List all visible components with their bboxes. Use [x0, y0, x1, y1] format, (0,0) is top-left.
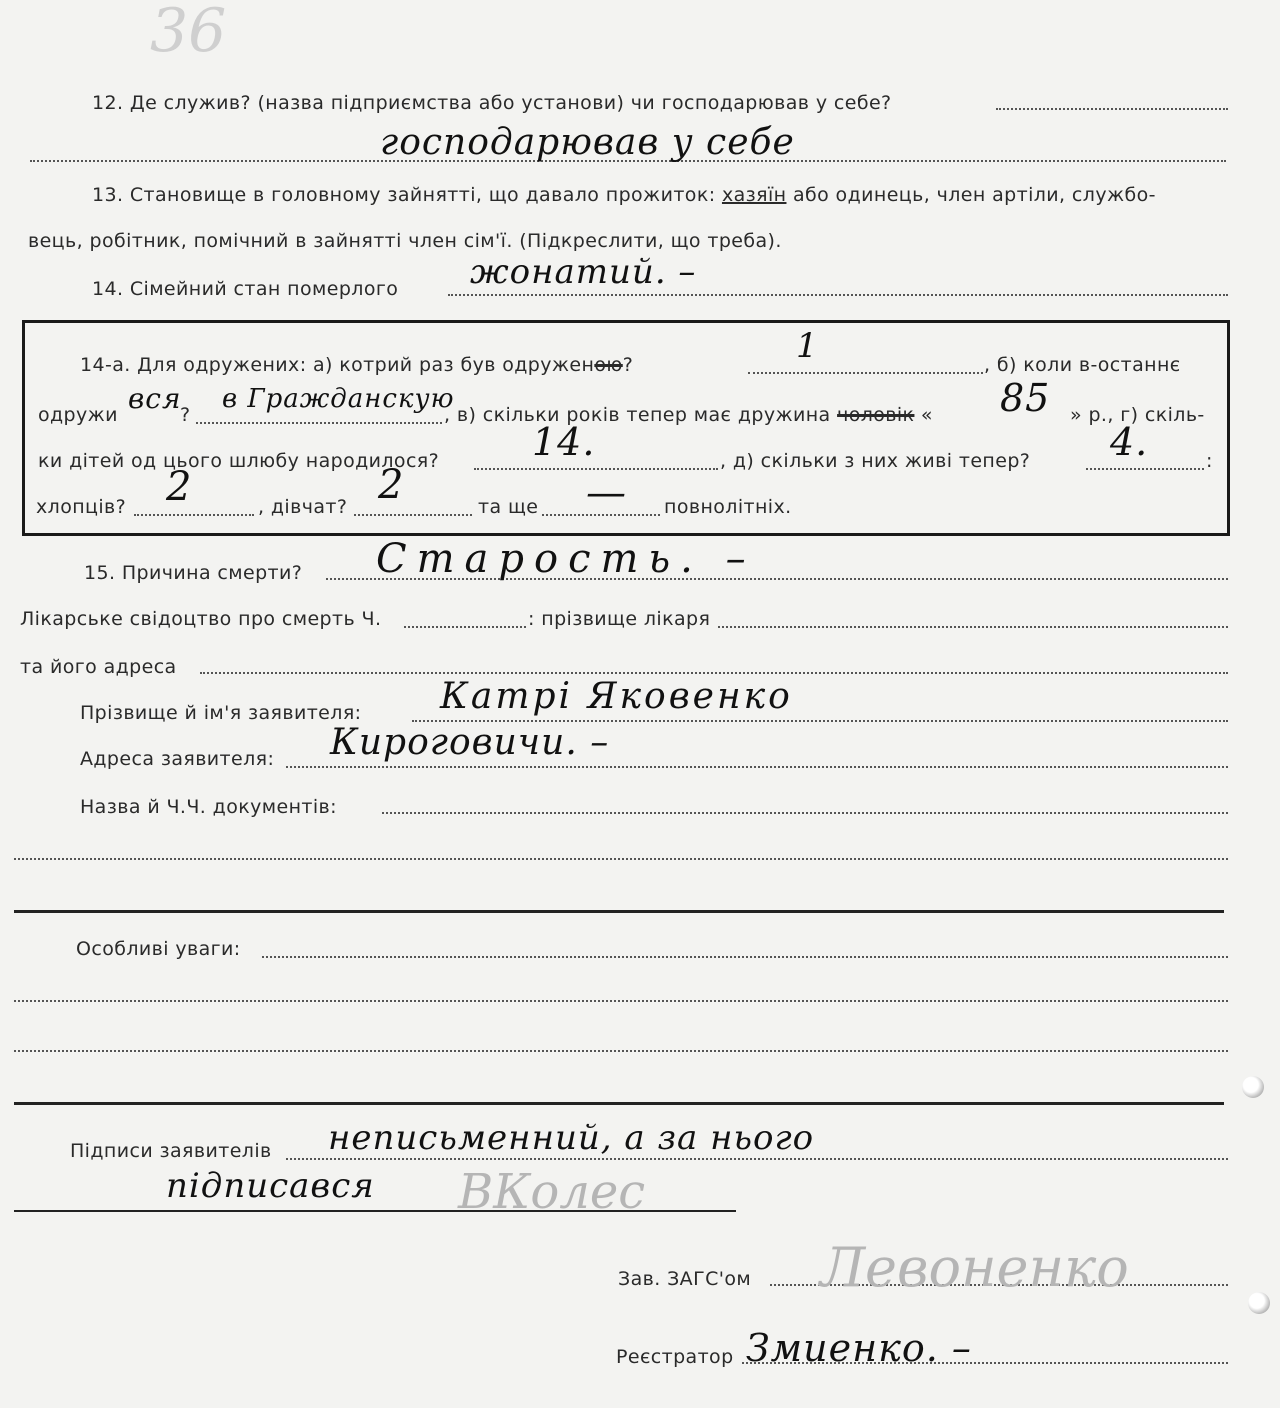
- q14a-line2-struck: чоловік: [837, 404, 915, 426]
- q14-answer-line: [448, 294, 1228, 296]
- sheet-number: 36: [150, 0, 227, 66]
- q15-answer: Старость. –: [376, 536, 756, 582]
- q12-label: 12. Де служив? (назва підприємства або установи) чи господарював у себе?: [92, 92, 892, 114]
- q12-answer: господарював у себе: [380, 122, 795, 163]
- q14a-answer-times: 1: [796, 326, 819, 366]
- applicants-signatures-line: [286, 1158, 1228, 1160]
- q14a-answer-children: 14.: [532, 420, 596, 464]
- q14a-line2-mid: [444, 404, 933, 426]
- q14a-line2-wife-label: , в) скільки років тепер має дружина: [444, 404, 831, 426]
- medical-cert-number-line: [404, 626, 526, 628]
- q14a-line3-mid: , д) скільки з них живі тепер?: [720, 450, 1031, 472]
- doctor-name-label: : прізвище лікаря: [528, 608, 711, 630]
- q14a-line-1: [80, 354, 633, 376]
- q14a-line1-label: 14-а. Для одружених: а) котрий раз був одружен: [80, 354, 595, 376]
- applicants-note-2: підписався: [166, 1166, 375, 1206]
- head-registry-signature: Левоненко: [820, 1236, 1129, 1299]
- q14a-more-label: та ще: [478, 496, 539, 518]
- applicant-name: Катрі Яковенко: [440, 676, 793, 717]
- head-registry-label: Зав. ЗАГС'ом: [618, 1268, 752, 1290]
- notes-line-1: [262, 956, 1228, 958]
- registrar-label: Реєстратор: [616, 1346, 734, 1368]
- q14-label: 14. Сімейний стан померлого: [92, 278, 399, 300]
- punch-hole-bottom: [1248, 1292, 1270, 1314]
- applicant-name-label: Прізвище й ім'я заявителя:: [80, 702, 362, 724]
- q14-answer: жонатий. –: [470, 252, 697, 292]
- applicant-address-line: [286, 766, 1228, 768]
- q14a-answer-more: —: [586, 470, 627, 516]
- q14a-when-line: [196, 422, 442, 424]
- q14a-line1-end: , б) коли в-останнє: [984, 354, 1181, 376]
- section-divider-2: [14, 1102, 1224, 1105]
- medical-cert-label: Лікарське свідоцтво про смерть Ч.: [20, 608, 382, 630]
- q14a-line1-struck: ою: [594, 354, 623, 376]
- q14a-line3-end: :: [1206, 450, 1213, 472]
- applicants-note-1: неписьменний, а за нього: [328, 1118, 815, 1158]
- doctor-address-line: [200, 672, 1228, 674]
- q14a-answer-when: в Гражданскую: [222, 384, 455, 414]
- applicant-address: Кироговичи. –: [330, 722, 610, 763]
- punch-hole-top: [1242, 1076, 1264, 1098]
- q14a-answer-alive: 4.: [1110, 420, 1149, 464]
- q12-dotted-line: [996, 108, 1228, 110]
- applicant-address-label: Адреса заявителя:: [80, 748, 275, 770]
- q14a-boys-label: хлопців?: [36, 496, 127, 518]
- q14a-boys-line: [134, 514, 254, 516]
- q14a-line-2: [38, 404, 118, 426]
- q13-underlined-option: хазяїн: [721, 184, 787, 206]
- documents-line-2: [14, 858, 1228, 860]
- documents-label: Назва й Ч.Ч. документів:: [80, 796, 337, 818]
- notes-line-3: [14, 1050, 1228, 1052]
- q14a-answer-boys: 2: [166, 464, 193, 510]
- applicants-signatures-label: Підписи заявителів: [70, 1140, 272, 1162]
- q14a-girls-label: , дівчат?: [258, 496, 348, 518]
- doctor-address-label: та його адреса: [20, 656, 177, 678]
- section-divider-1: [14, 910, 1224, 913]
- notes-label: Особливі уваги:: [76, 938, 241, 960]
- q14a-line1-qmark: ?: [622, 354, 634, 376]
- q14a-answer-age: 85: [1000, 376, 1051, 420]
- q13-label-start: 13. Становище в головному зайнятті, що давало прожиток:: [92, 184, 716, 206]
- q14a-line2-end: » р., г) скіль-: [1070, 404, 1205, 426]
- q14a-line2-open-quote: «: [920, 404, 933, 426]
- q14a-line2-label: одружи: [38, 404, 118, 426]
- q14a-line2-qmark: ?: [180, 404, 191, 426]
- registrar-signature: Змиенко. –: [746, 1326, 972, 1370]
- q14a-line-3-label: ки дітей од цього шлюбу народилося?: [38, 450, 440, 472]
- notes-line-2: [14, 1000, 1228, 1002]
- q14a-answer-girls: 2: [378, 462, 405, 508]
- q13-line-2: вець, робітник, помічний в зайнятті член сім'ї. (Підкреслити, що треба).: [28, 230, 782, 252]
- documents-line: [382, 812, 1228, 814]
- q14a-girls-line: [354, 514, 472, 516]
- q13-label-rest: або одинець, член артіли, службо-: [792, 184, 1156, 206]
- q14a-line2-handwritten: вся: [128, 382, 182, 415]
- q13-line-1: [92, 184, 1156, 206]
- q14a-times-line: [748, 372, 983, 374]
- doctor-name-line: [718, 626, 1228, 628]
- q15-label: 15. Причина смерти?: [84, 562, 303, 584]
- applicant-signature: ВКолес: [458, 1164, 646, 1220]
- q14a-alive-line: [1086, 468, 1204, 470]
- q14a-adults-label: повнолітніх.: [664, 496, 792, 518]
